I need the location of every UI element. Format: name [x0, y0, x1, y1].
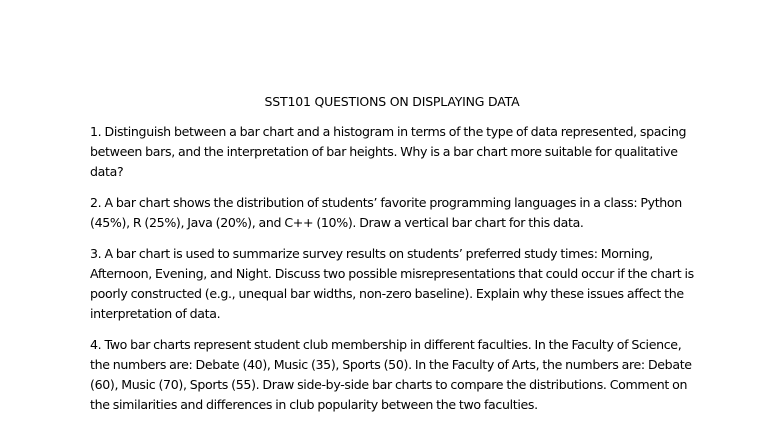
question-list [90, 122, 700, 426]
question-2: 2. A bar chart shows the distribution of students’ favorite programming languages in a class: Python (45%), R (25%), Java (20%), and C++ (10%). Draw a vertical bar chart for this data. [90, 195, 682, 230]
document-title: SST101 QUESTIONS ON DISPLAYING DATA [264, 94, 520, 109]
question-4: 4. Two bar charts represent student club membership in different faculties. In the Faculty of Science, the numbers are: Debate (40), Music (35), Sports (50). In the Faculty of Arts, the numbers are: Debate (60), Music (70), Sports (55). Draw side-by-side bar charts to compare the distributions. Comment on the similarities and differences in club popularity between the two faculties. [90, 337, 692, 412]
question-1: 1. Distinguish between a bar chart and a histogram in terms of the type of data represented, spacing between bars, and the interpretation of bar heights. Why is a bar chart more suitable for qualitative data? [90, 124, 687, 179]
question-3: 3. A bar chart is used to summarize survey results on students’ preferred study times: Morning, Afternoon, Evening, and Night. Discuss two possible misrepresentations that could occur if the chart is poorly constructed (e.g., unequal bar widths, non-zero baseline). Explain why these issues affect the interpretation of data. [90, 246, 694, 321]
